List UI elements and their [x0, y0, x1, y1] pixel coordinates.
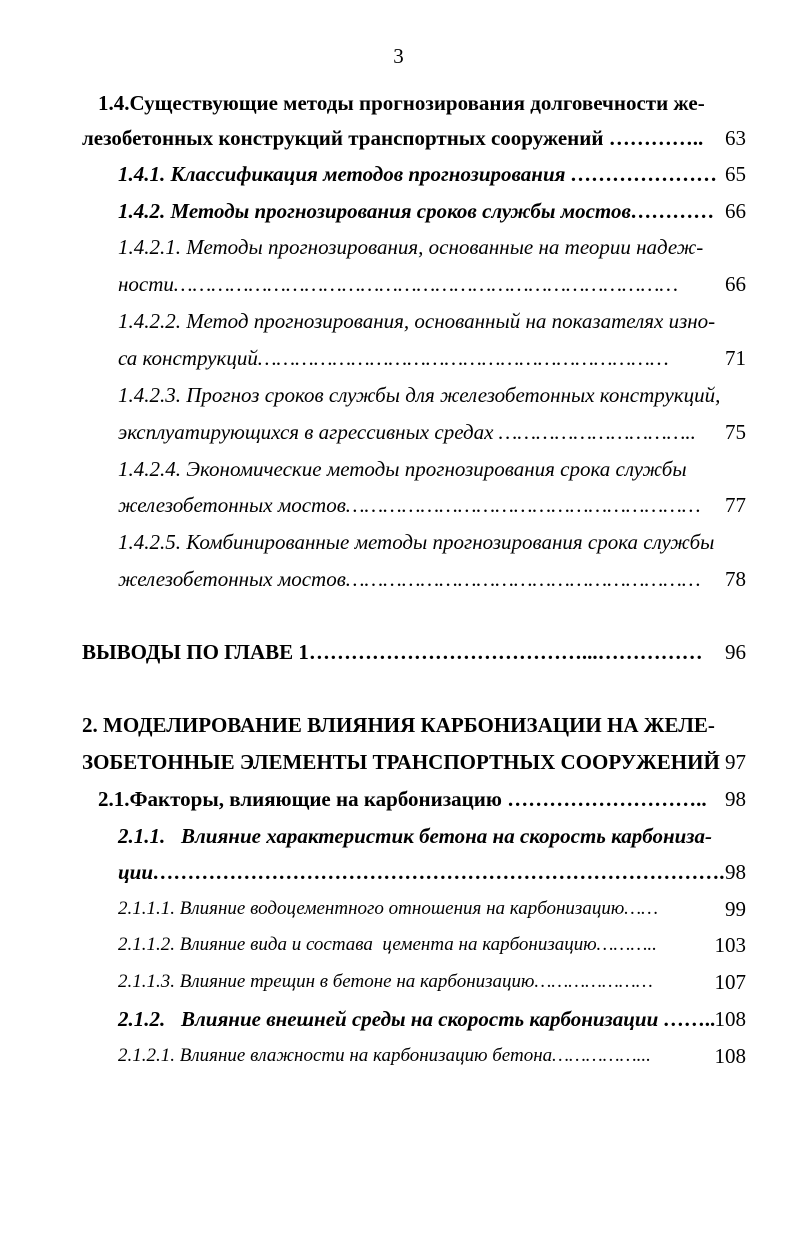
- toc-entry-1-4-1: 1.4.1. Классификация методов прогнозирования …………………: [118, 162, 718, 186]
- toc-entry-1-4-2-3-line2: эксплуатирующихся в агрессивных средах …………………………..: [118, 420, 696, 444]
- toc-entry-2-1-1-3-page: 107: [714, 970, 746, 994]
- toc-entry-2-1-1-line1: 2.1.1. Влияние характеристик бетона на скорость карбониза-: [118, 824, 712, 848]
- toc-entry-chapter-2-line2: ЗОБЕТОННЫЕ ЭЛЕМЕНТЫ ТРАНСПОРТНЫХ СООРУЖЕНИЙ: [82, 750, 720, 774]
- toc-entry-1-4-2: 1.4.2. Методы прогнозирования сроков службы мостов…………: [118, 199, 715, 223]
- toc-entry-1-4-2-4-line2: железобетонных мостов…………………………………………………: [118, 493, 701, 517]
- toc-entry-1-4-1-page: 65: [725, 162, 746, 186]
- toc-entry-2-1-2: 2.1.2. Влияние внешней среды на скорость карбонизации ……..: [118, 1007, 717, 1031]
- toc-entry-1-4-2-5-page: 78: [725, 567, 746, 591]
- toc-entry-1-4-line1: 1.4.Существующие методы прогнозирования долговечности же-: [98, 91, 705, 115]
- toc-entry-1-4-2-2-page: 71: [725, 346, 746, 370]
- toc-entry-1-4-2-1-line1: 1.4.2.1. Методы прогнозирования, основанные на теории надеж-: [118, 235, 704, 259]
- toc-entry-1-4-2-3-line1: 1.4.2.3. Прогноз сроков службы для железобетонных конструкций,: [118, 383, 721, 407]
- toc-entry-2-1-1-1-page: 99: [725, 897, 746, 921]
- toc-entry-2-1-1-page: 98: [725, 860, 746, 884]
- toc-entry-conclusions: ВЫВОДЫ ПО ГЛАВЕ 1…………………………………...……………: [82, 640, 703, 664]
- toc-entry-2-1-1-2: 2.1.1.2. Влияние вида и состава цемента на карбонизацию………..: [118, 934, 657, 955]
- toc-entry-1-4-2-4-page: 77: [725, 493, 746, 517]
- toc-entry-chapter-2-page: 97: [725, 750, 746, 774]
- page-number: 3: [393, 44, 404, 68]
- toc-entry-1-4-2-2-line2: са конструкций…………………………………………………………: [118, 346, 669, 370]
- toc-entry-1-4-2-3-page: 75: [725, 420, 746, 444]
- toc-entry-2-1-page: 98: [725, 787, 746, 811]
- toc-entry-2-1-1-line2: ции……………………………………………………………………….: [118, 860, 726, 884]
- toc-entry-1-4-2-2-line1: 1.4.2.2. Метод прогнозирования, основанный на показателях изно-: [118, 309, 716, 333]
- toc-entry-2-1-2-1: 2.1.2.1. Влияние влажности на карбонизацию бетона……………...: [118, 1045, 651, 1066]
- toc-entry-1-4-2-1-line2: ности………………………………………………………………………: [118, 272, 679, 296]
- toc-entry-2-1-2-1-page: 108: [714, 1044, 746, 1068]
- toc-entry-2-1-1-1: 2.1.1.1. Влияние водоцементного отношения на карбонизацию……: [118, 898, 659, 919]
- toc-entry-1-4-2-5-line2: железобетонных мостов…………………………………………………: [118, 567, 701, 591]
- toc-entry-2-1-2-page: 108: [714, 1007, 746, 1031]
- toc-entry-chapter-2-line1: 2. МОДЕЛИРОВАНИЕ ВЛИЯНИЯ КАРБОНИЗАЦИИ НА ЖЕЛЕ-: [82, 713, 715, 737]
- toc-entry-conclusions-page: 96: [725, 640, 746, 664]
- toc-entry-2-1: 2.1.Факторы, влияющие на карбонизацию ………………………..: [98, 787, 707, 811]
- toc-entry-1-4-page: 63: [725, 126, 746, 150]
- toc-entry-1-4-2-1-page: 66: [725, 272, 746, 296]
- toc-entry-1-4-2-page: 66: [725, 199, 746, 223]
- toc-entry-2-1-1-2-page: 103: [714, 933, 746, 957]
- toc-entry-1-4-2-5-line1: 1.4.2.5. Комбинированные методы прогнозирования срока службы: [118, 530, 715, 554]
- toc-entry-1-4-line2: лезобетонных конструкций транспортных сооружений …………..: [82, 126, 704, 150]
- toc-entry-2-1-1-3: 2.1.1.3. Влияние трещин в бетоне на карбонизацию…………………: [118, 971, 653, 992]
- toc-entry-1-4-2-4-line1: 1.4.2.4. Экономические методы прогнозирования срока службы: [118, 457, 687, 481]
